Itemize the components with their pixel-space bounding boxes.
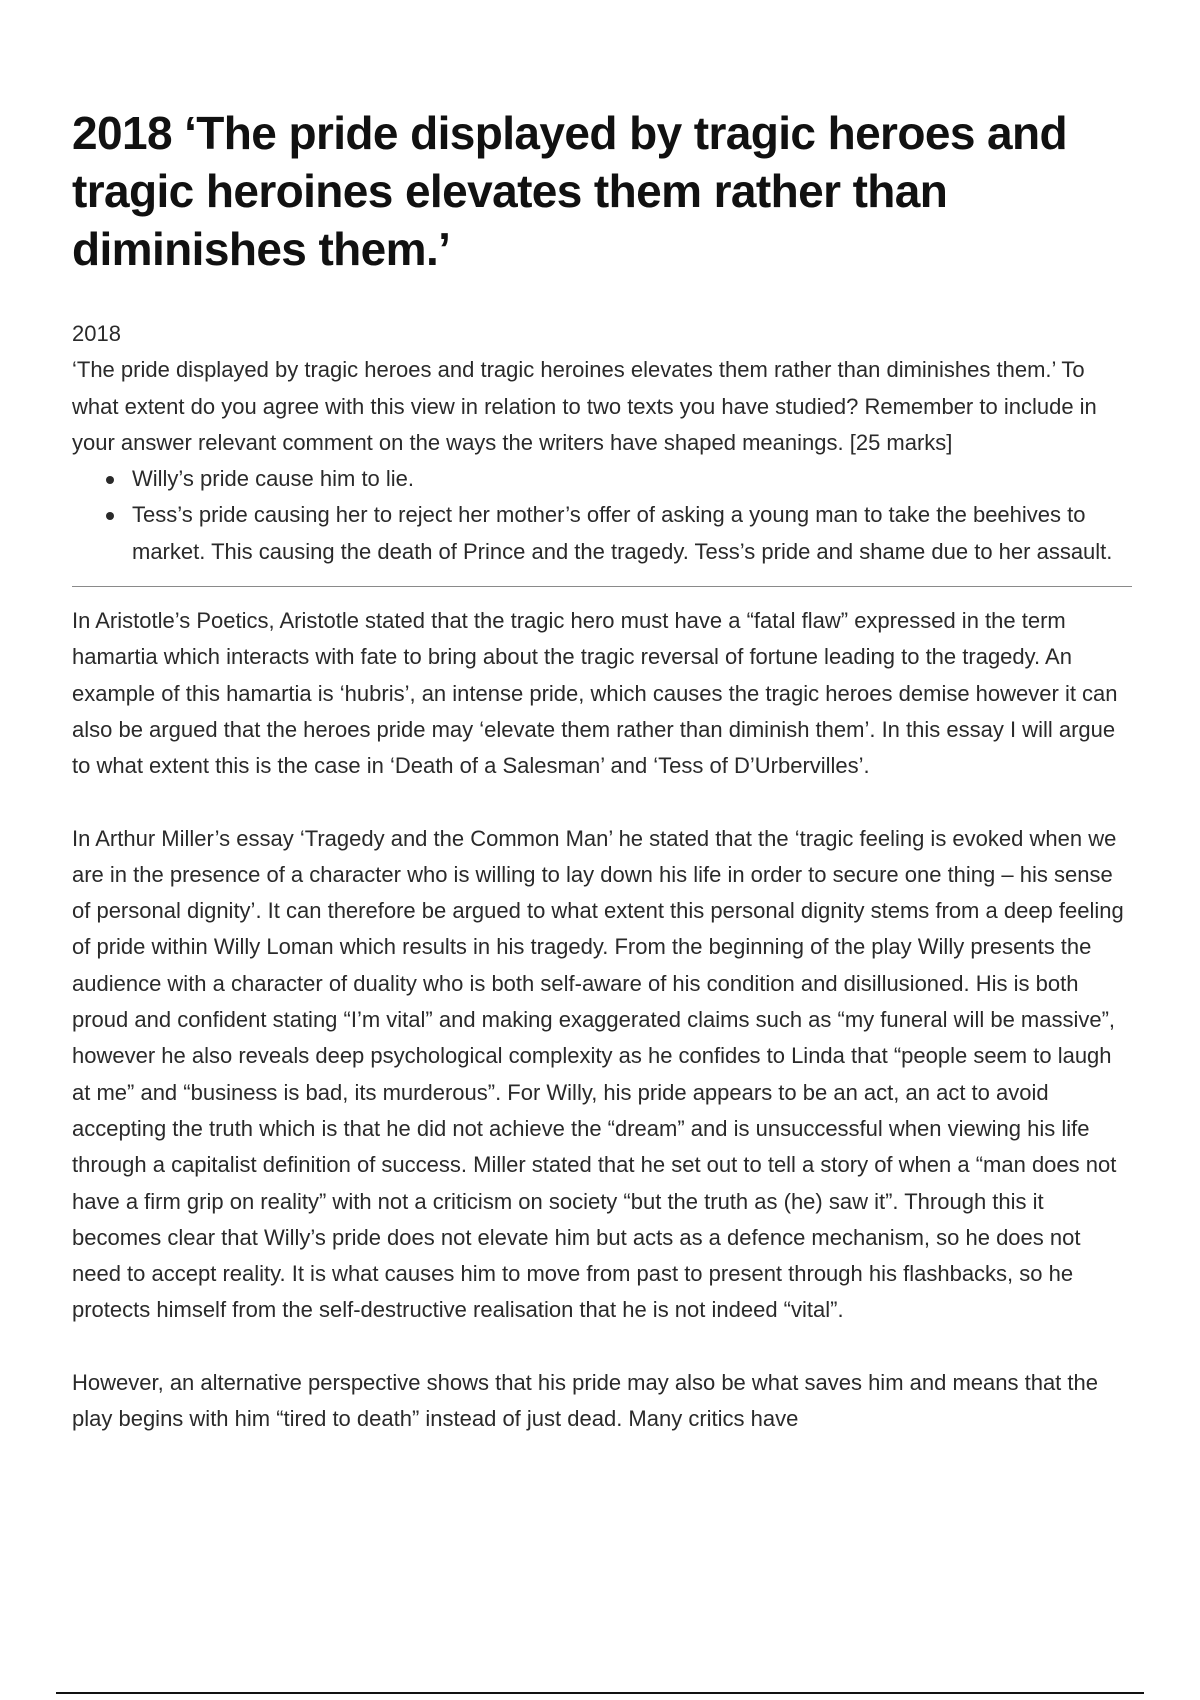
document-page bbox=[72, 104, 1132, 1473]
document-title: 2018 ‘The pride displayed by tragic heroes and tragic heroines elevates them rather than diminishes them.’ bbox=[72, 107, 1067, 275]
page-bottom-border bbox=[56, 1692, 1144, 1694]
section-divider bbox=[72, 586, 1132, 587]
essay-paragraph: However, an alternative perspective shows that his pride may also be what saves him and means that the play begins with him “tired to death” instead of just dead. Many critics have bbox=[72, 1369, 1098, 1432]
essay-paragraph: In Aristotle’s Poetics, Aristotle stated that the tragic hero must have a “fatal flaw” expressed in the term hamartia which interacts with fate to bring about the tragic reversal of fortune leading to the tragedy. An example of this hamartia is ‘hubris’, an intense pride, which causes the tragic heroes demise however it can also be argued that the heroes pride may ‘elevate them rather than diminish them’. In this essay I will argue to what extent this is the case in ‘Death of a Salesman’ and ‘Tess of D’Urbervilles’. bbox=[72, 608, 1118, 779]
essay-body bbox=[72, 603, 1132, 1437]
question-year: 2018 bbox=[72, 321, 121, 346]
question-prompt: ‘The pride displayed by tragic heroes and tragic heroines elevates them rather than diminishes them.’ To what extent do you agree with this view in relation to two texts you have studied? Remember to include in your answer relevant comment on the ways the writers have shaped meanings. [25 marks] bbox=[72, 357, 1097, 455]
essay-paragraph: In Arthur Miller’s essay ‘Tragedy and the Common Man’ he stated that the ‘tragic feeling is evoked when we are in the presence of a character who is willing to lay down his life in order to secure one thing – his sense of personal dignity’. It can therefore be argued to what extent this personal dignity stems from a deep feeling of pride within Willy Loman which results in his tragedy. From the beginning of the play Willy presents the audience with a character of duality who is both self-aware of his condition and disillusioned. His is both proud and confident stating “I’m vital” and making exaggerated claims such as “my funeral will be massive”, however he also reveals deep psychological complexity as he confides to Linda that “people seem to laugh at me” and “business is bad, its murderous”. For Willy, his pride appears to be an act, an act to avoid accepting the truth which is that he did not achieve the “dream” and is unsuccessful when viewing his life through a capitalist definition of success. Miller stated that he set out to tell a story of when a “man does not have a firm grip on reality” with not a criticism on society “but the truth as (he) saw it”. Through this it becomes clear that Willy’s pride does not elevate him but acts as a defence mechanism, so he does not need to accept reality. It is what causes him to move from past to present through his flashbacks, so he protects himself from the self-destructive realisation that he is not indeed “vital”. bbox=[72, 825, 1124, 1323]
notes-list bbox=[72, 461, 1132, 570]
notes-list-item: Tess’s pride causing her to reject her mother’s offer of asking a young man to take the beehives to market. This causing the death of Prince and the tragedy. Tess’s pride and shame due to her assault. bbox=[132, 497, 1132, 570]
question-block bbox=[72, 316, 1132, 570]
notes-list-item: Willy’s pride cause him to lie. bbox=[132, 461, 1132, 497]
